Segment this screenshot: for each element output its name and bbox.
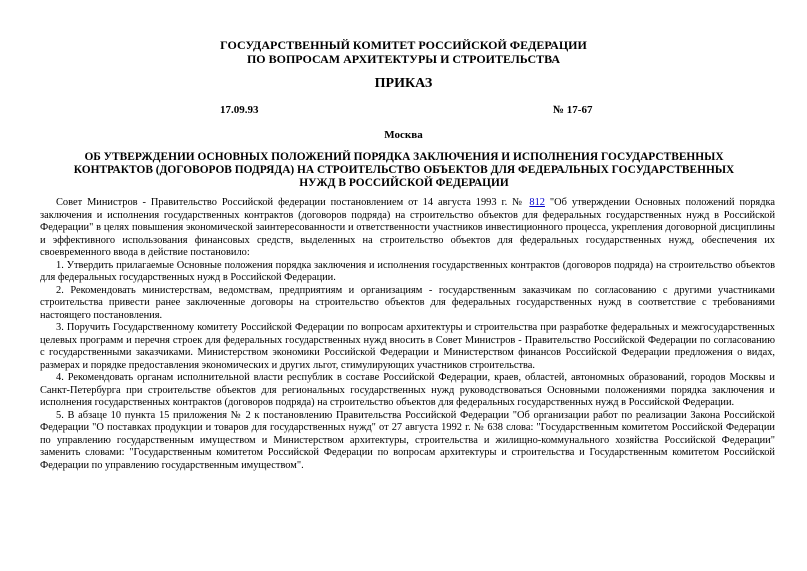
item-3-paragraph: 3. Поручить Государственному комитету Российской Федерации по вопросам архитектуры и строительства при разработке федеральных и межгосударственных целевых программ и перечня строек для федеральных государственных нужд вносить в Совет Министров - Правительство Российской Федерации по согласованию с государственными заказчиками. Министерством экономики Российской Федерации и Министерством финансов Российской Федерации предложения о видах, размерах и порядке предоставления экономических и других льгот, стимулирующих участников строительства. — [40, 322, 775, 371]
item-1-paragraph: 1. Утвердить прилагаемые Основные положения порядка заключения и исполнения государственных контрактов (договоров подряда) на строительство объектов для федеральных государственных нужд в Российской Федерации. — [40, 259, 775, 283]
document-body — [40, 197, 775, 472]
issuing-authority-line-2: ПО ВОПРОСАМ АРХИТЕКТУРЫ И СТРОИТЕЛЬСТВА — [246, 52, 561, 66]
intro-paragraph — [40, 197, 775, 260]
document-type: ПРИКАЗ — [374, 76, 433, 91]
document-city: Москва — [384, 129, 423, 141]
item-4-paragraph: 4. Рекомендовать органам исполнительной власти республик в составе Российской Федерации, краев, областей, автономных образований, городов Москвы и Санкт-Петербурга при строительстве объектов для региональных государственных нужд руководствоваться Основными положениями порядка заключения и исполнения государственных контрактов (договоров подряда) на строительство объектов для федеральных государственных нужд в Российской Федерации. — [40, 372, 775, 408]
resolution-812-link[interactable]: 812 — [529, 197, 545, 208]
item-5-paragraph: 5. В абзаце 10 пункта 15 приложения № 2 к постановлению Правительства Российской Федерации "Об организации работ по реализации Закона Российской Федерации "О поставках продукции и товаров для государственных нужд" от 27 августа 1992 г. № 638 слова: "Государственным комитетом Российской Федерации по управлению государственным имуществом и Министерством архитектуры, строительства и жилищно-коммунального хозяйства Российской Федерации" заменить словами: "Государственным комитетом Российской Федерации по вопросам архитектуры и строительства и Государственным комитетом Российской Федерации по управлению государственным имуществом". — [40, 409, 775, 471]
document-date: 17.09.93 — [220, 104, 259, 116]
document-number: № 17-67 — [553, 104, 593, 116]
intro-text-start: Совет Министров - Правительство Российской федерации постановлением от 14 августа 1993 г. № — [56, 197, 530, 208]
item-2-paragraph: 2. Рекомендовать министерствам, ведомствам, предприятиям и организациям - государственным заказчикам по согласованию с другими участниками строительства привести ранее заключенные договоры на строительство объектов для федеральных государственных нужд в соответствие с требованиями настоящего постановления. — [40, 284, 775, 321]
document-title: ОБ УТВЕРЖДЕНИИ ОСНОВНЫХ ПОЛОЖЕНИЙ ПОРЯДКА ЗАКЛЮЧЕНИЯ И ИСПОЛНЕНИЯ ГОСУДАРСТВЕННЫХ КОНТРАКТОВ (ДОГОВОРОВ ПОДРЯДА) НА СТРОИТЕЛЬСТВО ОБЪЕКТОВ ДЛЯ ФЕДЕРАЛЬНЫХ ГОСУДАРСТВЕННЫХ НУЖД В РОССИЙСКОЙ ФЕДЕРАЦИИ — [73, 151, 735, 189]
intro-text-end: "Об утверждении Основных положений порядка заключения и исполнения государственных контрактов (договоров подряда) на строительство объектов для федеральных государственных нужд в Российской Федерации" в целях повышения экономической заинтересованности и ответственности участников инвестиционного процесса, укрепления договорной дисциплины и эффективного использования финансовых средств, выделенных на строительство объектов для федеральных государственных нужд, обеспечения их своевременного ввода в действие постановило: — [40, 197, 775, 258]
issuing-authority-line-1: ГОСУДАРСТВЕННЫЙ КОМИТЕТ РОССИЙСКОЙ ФЕДЕРАЦИИ — [220, 38, 587, 52]
